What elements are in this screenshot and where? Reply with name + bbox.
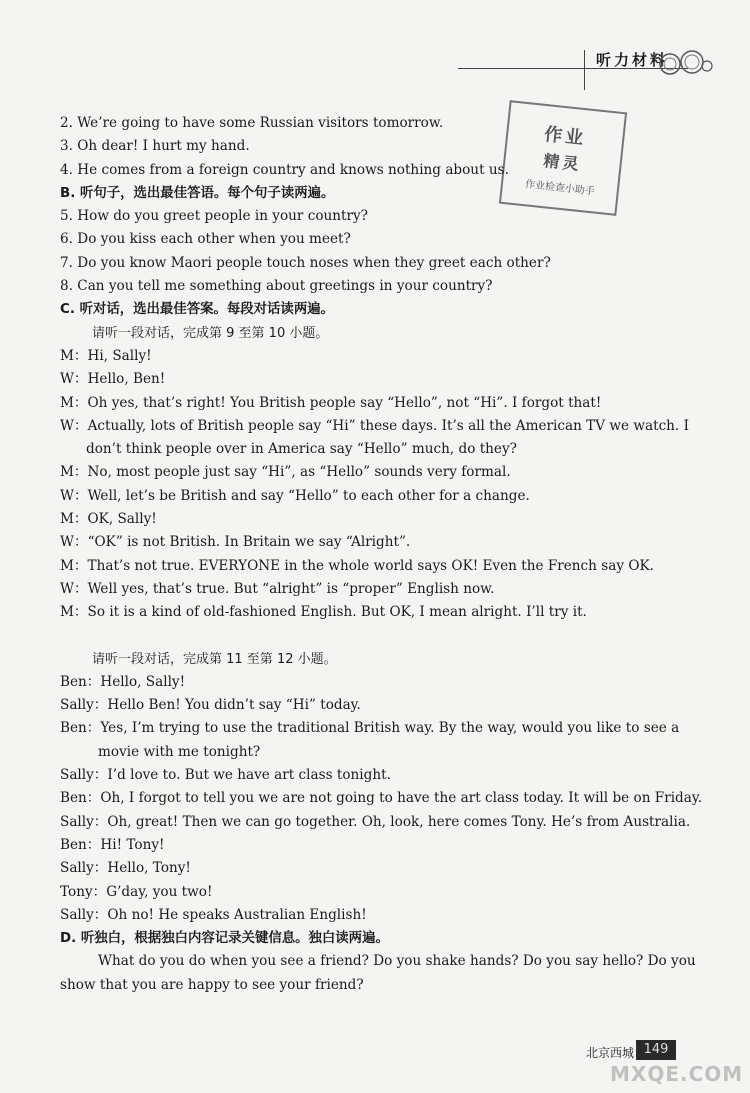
- dialogue-line: Tony：G’day, you two!: [60, 883, 213, 900]
- dialogue-line: M：Hi, Sally!: [60, 347, 152, 364]
- text-line: 3. Oh dear! I hurt my hand.: [60, 138, 250, 155]
- dialogue-line: W：“OK” is not British. In Britain we say “Alright”.: [60, 534, 411, 551]
- dialogue-line: Sally：Oh no! He speaks Australian English!: [60, 906, 367, 923]
- dialogue-line: M：That’s not true. EVERYONE in the whole world says OK! Even the French say OK.: [60, 557, 654, 574]
- stamp-line-2: 精灵: [542, 151, 583, 174]
- instruction-line: 请听一段对话，完成第 11 至第 12 小题。: [92, 651, 337, 667]
- dialogue-line: M：No, most people just say “Hi”, as “Hello” sounds very formal.: [60, 464, 511, 481]
- text-line: 4. He comes from a foreign country and knows nothing about us.: [60, 161, 509, 178]
- header-ornament-icon: [652, 48, 714, 78]
- instruction-line: 请听一段对话，完成第 9 至第 10 小题。: [92, 325, 329, 341]
- dialogue-line: Sally：Oh, great! Then we can go together. Oh, look, here comes Tony. He’s from Australia.: [60, 813, 691, 830]
- dialogue-line: M：OK, Sally!: [60, 511, 157, 528]
- dialogue-line: W：Hello, Ben!: [60, 371, 166, 388]
- dialogue-line: W：Actually, lots of British people say “Hi” these days. It’s all the American TV we watch. I: [60, 417, 689, 434]
- dialogue-line: Sally：I’d love to. But we have art class tonight.: [60, 767, 391, 784]
- dialogue-line: movie with me tonight?: [98, 743, 261, 760]
- dialogue-line: M：Oh yes, that’s right! You British people say “Hello”, not “Hi”. I forgot that!: [60, 394, 602, 411]
- section-title: 听力材料: [596, 51, 669, 69]
- text-line: 2. We’re going to have some Russian visitors tomorrow.: [60, 115, 444, 131]
- text-line: 8. Can you tell me something about greetings in your country?: [60, 278, 493, 295]
- section-heading: D. 听独白，根据独白内容记录关键信息。独白读两遍。: [60, 931, 389, 947]
- listening-transcript: [60, 112, 703, 997]
- dialogue-line: W：Well yes, that’s true. But “alright” is “proper” English now.: [60, 580, 495, 597]
- stamp-line-3: 作业检查小助手: [524, 179, 596, 198]
- text-line: 5. How do you greet people in your country?: [60, 208, 368, 225]
- header-divider: [584, 50, 585, 90]
- stamp-line-1: 作业: [543, 123, 588, 150]
- blank-line: [60, 625, 680, 648]
- dialogue-line: Ben：Hello, Sally!: [60, 673, 186, 690]
- footer-label: 北京西城: [586, 1046, 635, 1060]
- dialogue-line: Ben：Yes, I’m trying to use the traditional British way. By the way, would you like to see a: [60, 720, 680, 737]
- watermark: MXQE.COM: [610, 1062, 744, 1086]
- page-number: 149: [636, 1040, 676, 1060]
- dialogue-line: don’t think people over in America say “Hello” much, do they?: [86, 441, 517, 458]
- text-line: 7. Do you know Maori people touch noses when they greet each other?: [60, 254, 551, 271]
- section-heading: B. 听句子，选出最佳答语。每个句子读两遍。: [60, 185, 335, 201]
- dialogue-line: Ben：Hi! Tony!: [60, 836, 165, 853]
- dialogue-line: W：Well, let’s be British and say “Hello” to each other for a change.: [60, 487, 530, 504]
- section-heading: C. 听对话，选出最佳答案。每段对话读两遍。: [60, 302, 334, 318]
- monologue-line: What do you do when you see a friend? Do you shake hands? Do you say hello? Do you: [98, 953, 696, 970]
- dialogue-line: Ben：Oh, I forgot to tell you we are not going to have the art class today. It will be on Friday.: [60, 790, 703, 807]
- monologue-line: show that you are happy to see your friend?: [60, 976, 364, 993]
- dialogue-line: Sally：Hello Ben! You didn’t say “Hi” today.: [60, 697, 361, 714]
- dialogue-line: Sally：Hello, Tony!: [60, 860, 191, 877]
- dialogue-line: M：So it is a kind of old-fashioned English. But OK, I mean alright. I’ll try it.: [60, 604, 587, 621]
- text-line: 6. Do you kiss each other when you meet?: [60, 231, 351, 248]
